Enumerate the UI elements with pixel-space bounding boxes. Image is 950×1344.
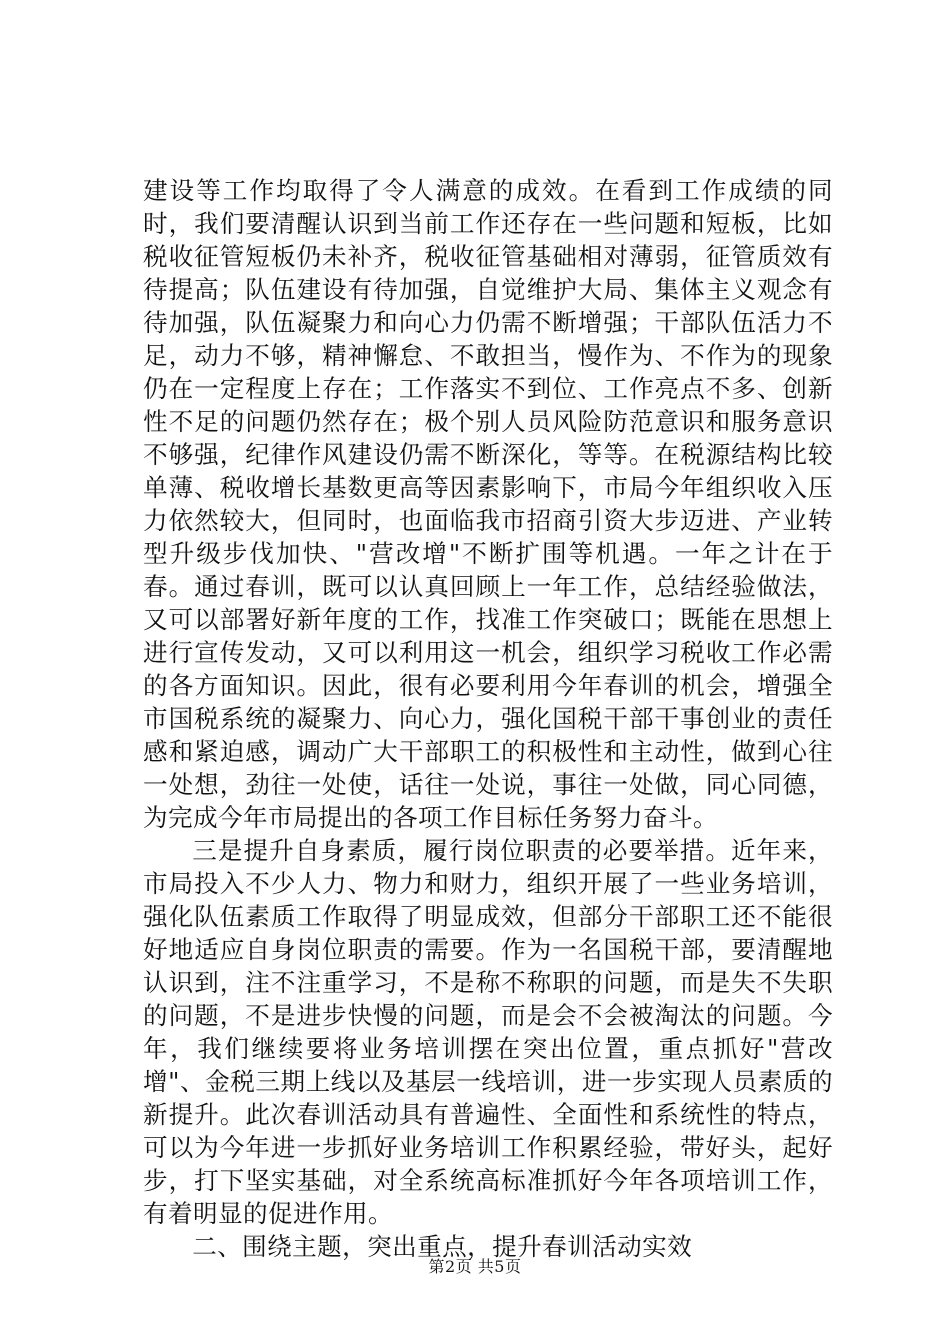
page-footer: 第2页 共5页 (428, 1257, 522, 1276)
paragraph-continuation: 建设等工作均取得了令人满意的成效。在看到工作成绩的同时，我们要清醒认识到当前工作还存在一些问题和短板，比如税收征管短板仍未补齐，税收征管基础相对薄弱，征管质效有待提高；队伍建设有待加强，自觉维护大局、集体主义观念有待加强，队伍凝聚力和向心力仍需不断增强；干部队伍活力不足，动力不够，精神懈怠、不敢担当，慢作为、不作为的现象仍在一定程度上存在；工作落实不到位、工作亮点不多、创新性不足的问题仍然存在；极个别人员风险防范意识和服务意识不够强，纪律作风建设仍需不断深化，等等。在税源结构比较单薄、税收增长基数更高等因素影响下，市局今年组织收入压力依然较大，但同时，也面临我市招商引资大步迈进、产业转型升级步伐加快、"营改增"不断扩围等机遇。一年之计在于春。通过春训，既可以认真回顾上一年工作，总结经验做法，又可以部署好新年度的工作，找准工作突破口；既能在思想上进行宣传发动，又可以利用这一机会，组织学习税收工作必需的各方面知识。因此，很有必要利用今年春训的机会，增强全市国税系统的凝聚力、向心力，强化国税干部干事创业的责任感和紧迫感，调动广大干部职工的积极性和主动性，做到心往一处想，劲往一处使，话往一处说，事往一处做，同心同德，为完成今年市局提出的各项工作目标任务努力奋斗。 (143, 176, 833, 832)
section-heading-two: 二、围绕主题，突出重点，提升春训活动实效 (192, 1232, 693, 1261)
paragraph-point-three: 三是提升自身素质，履行岗位职责的必要举措。近年来，市局投入不少人力、物力和财力，组织开展了一些业务培训，强化队伍素质工作取得了明显成效，但部分干部职工还不能很好地适应自身岗位职责的需要。作为一名国税干部，要清醒地认识到，注不注重学习，不是称不称职的问题，而是失不失职的问题，不是进步快慢的问题，而是会不会被淘汰的问题。今年，我们继续要将业务培训摆在突出位置，重点抓好"营改增"、金税三期上线以及基层一线培训，进一步实现人员素质的新提升。此次春训活动具有普遍性、全面性和系统性的特点，可以为今年进一步抓好业务培训工作积累经验，带好头，起好步，打下坚实基础，对全系统高标准抓好今年各项培训工作，有着明显的促进作用。 (143, 836, 833, 1228)
document-body (143, 174, 833, 1263)
